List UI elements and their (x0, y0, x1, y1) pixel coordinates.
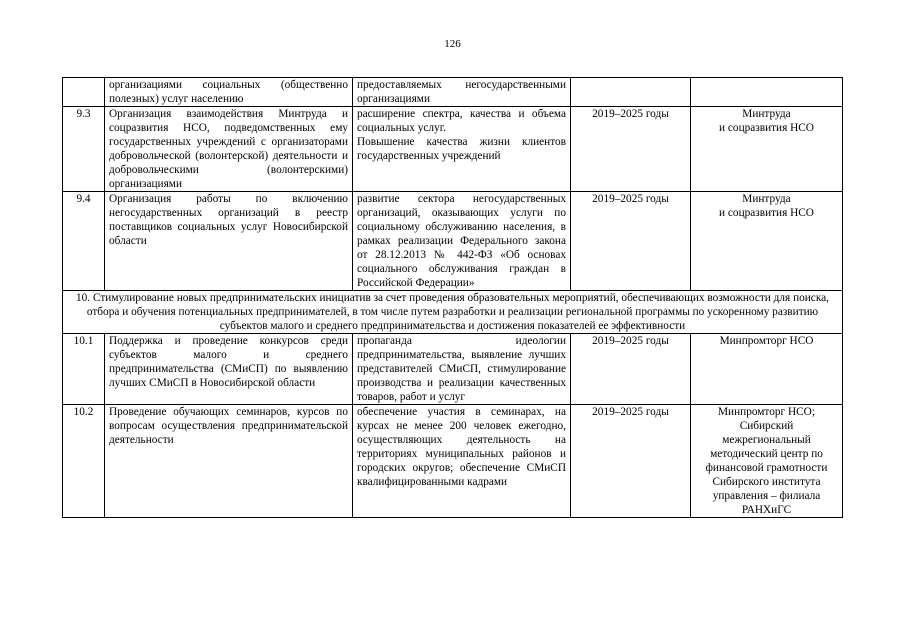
responsible-cell (691, 78, 843, 107)
activity-cell: Поддержка и проведение конкурсов среди субъектов малого и среднего предпринимательства (СМиСП) по выявлению лучших СМиСП в Новосибирской области (105, 334, 353, 405)
result-line: расширение спектра, качества и объема социальных услуг. (357, 108, 566, 134)
term-cell: 2019–2025 годы (571, 107, 691, 192)
page-number: 126 (444, 38, 461, 50)
result-cell: обеспечение участия в семинарах, на курсах не менее 200 человек ежегодно, осуществляющих деятельность на территориях муниципальных районов и городских округов; обеспечение СМиСП квалифицированными кадрами (353, 405, 571, 518)
term-cell: 2019–2025 годы (571, 334, 691, 405)
row-number (63, 78, 105, 107)
responsible-line: и соцразвития НСО (719, 207, 814, 219)
table-row (63, 192, 843, 291)
table-row (63, 334, 843, 405)
responsible-cell (691, 107, 843, 192)
responsible-line: Минтруда (742, 108, 791, 120)
table-row (63, 107, 843, 192)
responsible-cell: Минпромторг НСО (691, 334, 843, 405)
activity-cell: Организация взаимодействия Минтруда и соцразвития НСО, подведомственных ему государственных учреждений с организаторами добровольческой (волонтерской) деятельности и добровольческими (волонтерскими) организациями (105, 107, 353, 192)
responsible-line: и соцразвития НСО (719, 122, 814, 134)
result-cell: предоставляемых негосударственными организациями (353, 78, 571, 107)
activity-cell: организациями социальных (общественно полезных) услуг населению (105, 78, 353, 107)
plan-table (62, 77, 843, 518)
term-cell (571, 78, 691, 107)
result-line: Повышение качества жизни клиентов государственных учреждений (357, 136, 566, 162)
responsible-line: Минтруда (742, 193, 791, 205)
table-row (63, 405, 843, 518)
result-cell: пропаганда идеологии предпринимательства, выявление лучших представителей СМиСП, стимулирование производства и реализации качественных товаров, работ и услуг (353, 334, 571, 405)
responsible-cell: Минпромторг НСО; Сибирский межрегиональный методический центр по финансовой грамотности Сибирского института управления – филиала РАНХиГС (691, 405, 843, 518)
term-cell: 2019–2025 годы (571, 192, 691, 291)
responsible-cell (691, 192, 843, 291)
section-row (63, 291, 843, 334)
row-number: 10.1 (63, 334, 105, 405)
row-number: 9.4 (63, 192, 105, 291)
term-cell: 2019–2025 годы (571, 405, 691, 518)
activity-cell: Организация работы по включению негосударственных организаций в реестр поставщиков социальных услуг Новосибирской области (105, 192, 353, 291)
section-heading: 10. Стимулирование новых предпринимательских инициатив за счет проведения образовательных мероприятий, обеспечивающих возможности для поиска, отбора и обучения потенциальных предпринимателей, в том числе путем разработки и реализации региональной программы по ускоренному развитию субъектов малого и среднего предпринимательства и достижения показателей ее эффективности (63, 291, 843, 334)
result-cell: развитие сектора негосударственных организаций, оказывающих услуги по социальному обслуживанию населения, в рамках реализации Федерального закона от 28.12.2013 № 442-ФЗ «Об основах социального обслуживания граждан в Российской Федерации» (353, 192, 571, 291)
table-row (63, 78, 843, 107)
activity-cell: Проведение обучающих семинаров, курсов по вопросам осуществления предпринимательской деятельности (105, 405, 353, 518)
row-number: 9.3 (63, 107, 105, 192)
row-number: 10.2 (63, 405, 105, 518)
result-cell (353, 107, 571, 192)
